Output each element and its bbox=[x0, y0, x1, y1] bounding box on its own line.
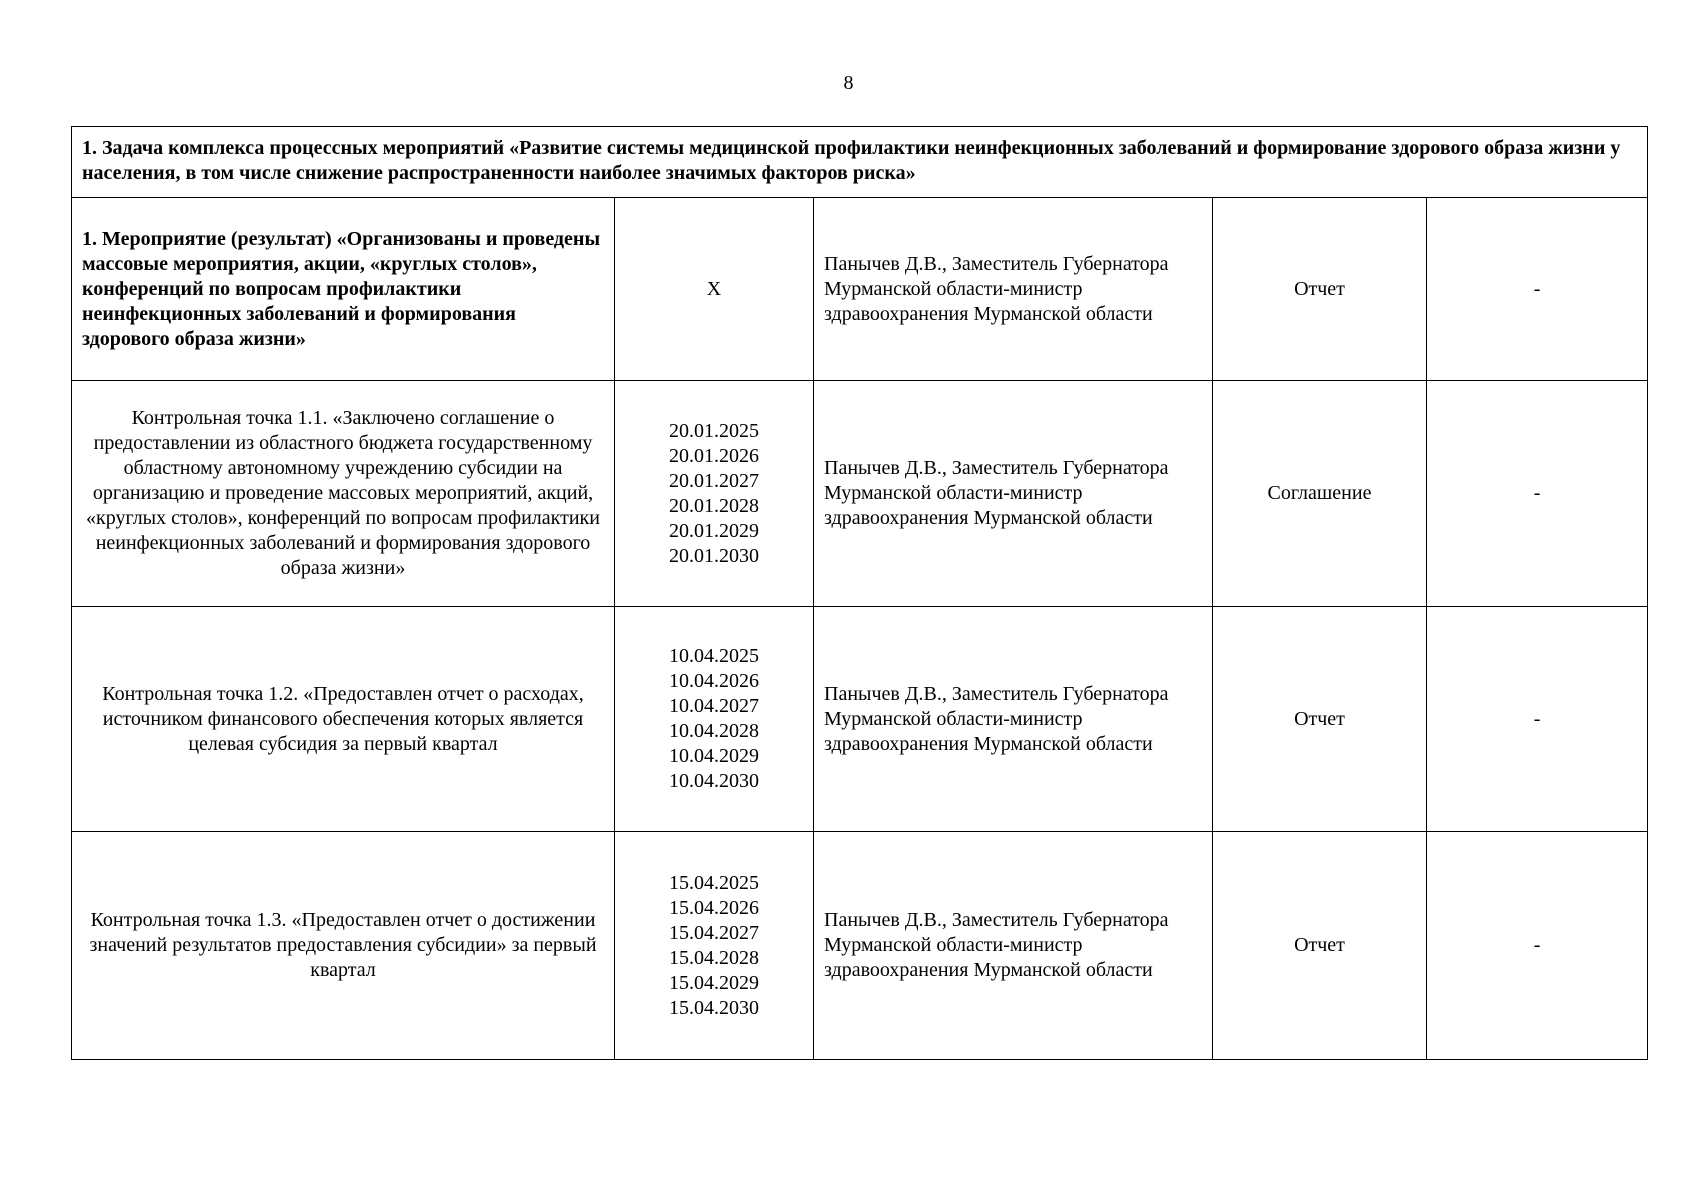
date-value: 20.01.2025 bbox=[669, 419, 759, 442]
document-type-cell: Отчет bbox=[1213, 607, 1427, 832]
date-value: 20.01.2028 bbox=[669, 494, 759, 517]
date-value: 20.01.2026 bbox=[669, 444, 759, 467]
date-value: 10.04.2028 bbox=[669, 720, 759, 742]
date-value: 10.04.2025 bbox=[669, 645, 759, 667]
control-point-name-cell: Контрольная точка 1.2. «Предоставлен отчет о расходах, источником финансового обеспечения которых является целевая субсидия за первый квартал bbox=[72, 607, 615, 832]
table-row bbox=[72, 381, 1648, 607]
info-system-cell: - bbox=[1427, 832, 1648, 1060]
info-system-cell: - bbox=[1427, 607, 1648, 832]
date-value: 10.04.2030 bbox=[669, 770, 759, 792]
control-point-name-cell: Контрольная точка 1.1. «Заключено соглашение о предоставлении из областного бюджета государственному областному автономному учреждению субсидии на организацию и проведение массовых мероприятий, акций, «круглых столов», конференций по вопросам профилактики неинфекционных заболеваний и формирования здорового образа жизни» bbox=[72, 381, 615, 607]
task-header-cell: 1. Задача комплекса процессных мероприятий «Развитие системы медицинской профилактики неинфекционных заболеваний и формирование здорового образа жизни у населения, в том числе снижение распространенности наиболее значимых факторов риска» bbox=[72, 127, 1648, 198]
date-value: 20.01.2030 bbox=[669, 544, 759, 567]
event-date-cell: X bbox=[615, 198, 814, 381]
responsible-cell: Панычев Д.В., Заместитель Губернатора Мурманской области-министр здравоохранения Мурманской области bbox=[814, 607, 1213, 832]
control-point-dates-cell bbox=[615, 381, 814, 607]
date-value: 15.04.2025 bbox=[669, 871, 759, 894]
control-point-dates-cell bbox=[615, 832, 814, 1060]
date-value: 10.04.2027 bbox=[669, 695, 759, 717]
document-type-cell: Соглашение bbox=[1213, 381, 1427, 607]
responsible-cell: Панычев Д.В., Заместитель Губернатора Мурманской области-министр здравоохранения Мурманской области bbox=[814, 832, 1213, 1060]
date-value: 10.04.2026 bbox=[669, 670, 759, 692]
table-row bbox=[72, 832, 1648, 1060]
event-name-cell: 1. Мероприятие (результат) «Организованы и проведены массовые мероприятия, акции, «круглых столов», конференций по вопросам профилактики неинфекционных заболеваний и формирования здорового образа жизни» bbox=[72, 198, 615, 381]
task-header-row bbox=[72, 127, 1648, 198]
control-point-name-cell: Контрольная точка 1.3. «Предоставлен отчет о достижении значений результатов предоставления субсидии» за первый квартал bbox=[72, 832, 615, 1060]
info-system-cell: - bbox=[1427, 381, 1648, 607]
date-value: 15.04.2026 bbox=[669, 896, 759, 919]
document-type-cell: Отчет bbox=[1213, 198, 1427, 381]
responsible-cell: Панычев Д.В., Заместитель Губернатора Мурманской области-министр здравоохранения Мурманской области bbox=[814, 198, 1213, 381]
responsible-cell: Панычев Д.В., Заместитель Губернатора Мурманской области-министр здравоохранения Мурманской области bbox=[814, 381, 1213, 607]
page-number: 8 bbox=[843, 72, 854, 94]
document-type-cell: Отчет bbox=[1213, 832, 1427, 1060]
date-value: 20.01.2027 bbox=[669, 469, 759, 492]
date-value: 15.04.2030 bbox=[669, 996, 759, 1019]
date-value: 15.04.2028 bbox=[669, 946, 759, 969]
date-value: 20.01.2029 bbox=[669, 519, 759, 542]
table-row bbox=[72, 198, 1648, 381]
table-row bbox=[72, 607, 1648, 832]
info-system-cell: - bbox=[1427, 198, 1648, 381]
date-value: 15.04.2027 bbox=[669, 921, 759, 944]
date-value: 15.04.2029 bbox=[669, 971, 759, 994]
implementation-plan-table bbox=[71, 126, 1648, 1060]
date-value: 10.04.2029 bbox=[669, 745, 759, 767]
control-point-dates-cell bbox=[615, 607, 814, 832]
